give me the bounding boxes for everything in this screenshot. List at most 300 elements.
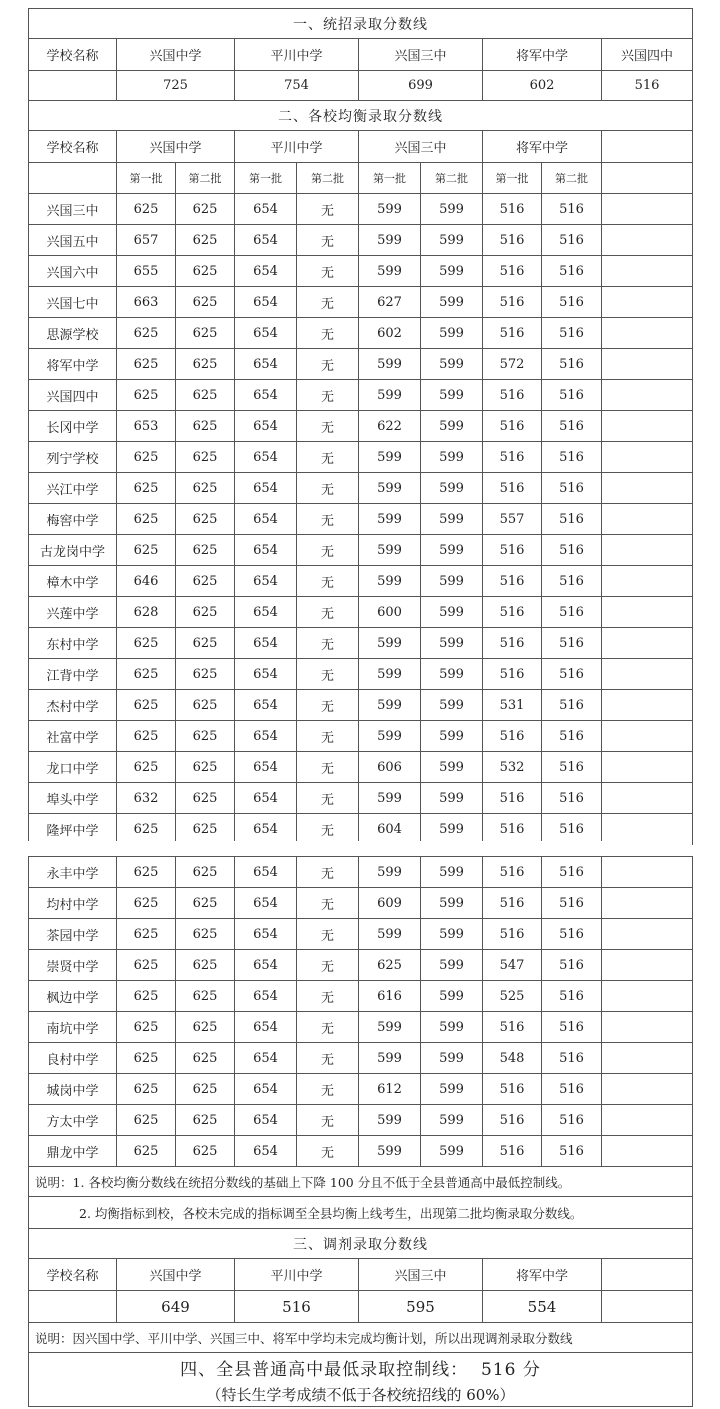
score-cell: 609 [359, 888, 421, 919]
table-row [29, 287, 693, 318]
score-cell: 无 [297, 349, 359, 380]
score-cell: 654 [235, 504, 297, 535]
section1-school: 平川中学 [235, 39, 359, 71]
score-cell: 无 [297, 752, 359, 783]
empty-cell [602, 628, 693, 659]
score-cell: 600 [359, 597, 421, 628]
score-cell: 516 [542, 981, 602, 1012]
score-cell: 625 [176, 659, 235, 690]
score-cell: 516 [483, 318, 542, 349]
score-cell: 516 [542, 566, 602, 597]
school-name-cell: 均村中学 [29, 888, 117, 919]
score-cell: 654 [235, 1105, 297, 1136]
empty-cell [602, 1074, 693, 1105]
score-cell: 516 [483, 1074, 542, 1105]
table-row [29, 442, 693, 473]
score-cell: 516 [483, 659, 542, 690]
score-cell: 516 [542, 380, 602, 411]
score-cell: 无 [297, 1074, 359, 1105]
school-name-cell: 兴国三中 [29, 194, 117, 225]
score-cell: 625 [176, 504, 235, 535]
score-cell: 599 [421, 535, 483, 566]
table-row [29, 628, 693, 659]
score-cell: 625 [117, 318, 176, 349]
section1-title: 一、统招录取分数线 [29, 9, 693, 39]
table-row [29, 349, 693, 380]
school-name-cell: 方太中学 [29, 1105, 117, 1136]
score-cell: 654 [235, 1012, 297, 1043]
score-cell: 无 [297, 287, 359, 318]
score-cell: 599 [421, 814, 483, 845]
score-cell: 无 [297, 950, 359, 981]
score-cell: 无 [297, 814, 359, 845]
score-cell: 599 [359, 504, 421, 535]
table-row [29, 597, 693, 628]
score-cell: 655 [117, 256, 176, 287]
batch-empty [602, 163, 693, 194]
section3-empty [602, 1291, 693, 1323]
score-cell: 599 [421, 752, 483, 783]
score-cell: 625 [176, 597, 235, 628]
score-cell: 625 [117, 1136, 176, 1167]
score-cell: 625 [117, 349, 176, 380]
score-cell: 654 [235, 857, 297, 888]
score-cell: 646 [117, 566, 176, 597]
score-cell: 516 [542, 442, 602, 473]
score-cell: 654 [235, 349, 297, 380]
score-cell: 599 [421, 857, 483, 888]
score-cell: 625 [117, 888, 176, 919]
score-cell: 599 [359, 857, 421, 888]
score-cell: 625 [117, 628, 176, 659]
empty-cell [602, 1105, 693, 1136]
score-cell: 625 [117, 659, 176, 690]
score-cell: 599 [421, 411, 483, 442]
score-cell: 无 [297, 888, 359, 919]
score-cell: 532 [483, 752, 542, 783]
school-name-cell: 江背中学 [29, 659, 117, 690]
school-name-cell: 兴国七中 [29, 287, 117, 318]
score-cell: 599 [421, 888, 483, 919]
section1-label: 学校名称 [29, 39, 117, 71]
score-cell: 628 [117, 597, 176, 628]
score-cell: 625 [117, 690, 176, 721]
score-cell: 625 [176, 287, 235, 318]
school-name-cell: 长冈中学 [29, 411, 117, 442]
score-cell: 516 [483, 442, 542, 473]
empty-cell [602, 411, 693, 442]
school-name-cell: 古龙岗中学 [29, 535, 117, 566]
score-cell: 625 [176, 535, 235, 566]
score-cell: 599 [421, 349, 483, 380]
school-name-cell: 鼎龙中学 [29, 1136, 117, 1167]
school-name-cell: 隆坪中学 [29, 814, 117, 845]
batch-label: 第二批 [297, 163, 359, 194]
score-cell: 654 [235, 380, 297, 411]
score-cell: 599 [421, 194, 483, 225]
score-cell: 599 [421, 950, 483, 981]
table-row [29, 380, 693, 411]
page-gap [28, 841, 692, 856]
batch-empty [29, 163, 117, 194]
score-cell: 516 [483, 535, 542, 566]
score-cell: 599 [359, 1043, 421, 1074]
score-cell: 625 [176, 473, 235, 504]
score-cell: 625 [176, 225, 235, 256]
section4-subtitle: （特长生学考成绩不低于各校统招线的 60%） [206, 1385, 515, 1404]
score-cell: 625 [176, 783, 235, 814]
score-cell: 625 [176, 256, 235, 287]
score-cell: 625 [117, 442, 176, 473]
score-cell: 516 [542, 256, 602, 287]
score-cell: 625 [359, 950, 421, 981]
score-cell: 625 [176, 349, 235, 380]
score-cell: 654 [235, 690, 297, 721]
score-cell: 599 [421, 473, 483, 504]
score-cell: 516 [542, 783, 602, 814]
empty-cell [602, 442, 693, 473]
score-cell: 654 [235, 256, 297, 287]
score-cell: 516 [542, 950, 602, 981]
score-cell: 599 [421, 1074, 483, 1105]
score-cell: 无 [297, 194, 359, 225]
score-cell: 516 [542, 225, 602, 256]
score-cell: 599 [421, 597, 483, 628]
score-cell: 572 [483, 349, 542, 380]
score-cell: 654 [235, 225, 297, 256]
score-cell: 516 [483, 919, 542, 950]
table-row [29, 659, 693, 690]
empty-cell [602, 349, 693, 380]
score-cell: 599 [359, 225, 421, 256]
section1-school: 兴国中学 [117, 39, 235, 71]
score-cell: 516 [483, 783, 542, 814]
section3-empty [602, 1259, 693, 1291]
score-cell: 516 [483, 256, 542, 287]
school-name-cell: 杰村中学 [29, 690, 117, 721]
section1-score: 699 [359, 71, 483, 101]
score-cell: 无 [297, 225, 359, 256]
score-cell: 627 [359, 287, 421, 318]
score-cell: 无 [297, 318, 359, 349]
section2-school: 兴国中学 [117, 131, 235, 163]
table-row [29, 888, 693, 919]
score-cell: 599 [421, 566, 483, 597]
score-cell: 516 [483, 287, 542, 318]
score-cell: 625 [176, 981, 235, 1012]
score-cell: 625 [117, 473, 176, 504]
table-row [29, 566, 693, 597]
section3-label: 学校名称 [29, 1259, 117, 1291]
school-name-cell: 兴莲中学 [29, 597, 117, 628]
empty-cell [602, 318, 693, 349]
score-cell: 无 [297, 1136, 359, 1167]
score-cell: 654 [235, 318, 297, 349]
score-cell: 625 [117, 721, 176, 752]
score-cell: 599 [421, 1105, 483, 1136]
score-cell: 654 [235, 783, 297, 814]
school-name-cell: 樟木中学 [29, 566, 117, 597]
score-cell: 516 [542, 411, 602, 442]
score-cell: 599 [359, 1012, 421, 1043]
score-cell: 516 [542, 1074, 602, 1105]
score-cell: 654 [235, 628, 297, 659]
table-row [29, 225, 693, 256]
section3-score: 516 [235, 1291, 359, 1323]
score-cell: 516 [483, 597, 542, 628]
score-cell: 625 [117, 919, 176, 950]
score-cell: 625 [117, 950, 176, 981]
score-cell: 654 [235, 194, 297, 225]
school-name-cell: 兴江中学 [29, 473, 117, 504]
score-cell: 625 [176, 690, 235, 721]
score-cell: 599 [359, 1136, 421, 1167]
score-cell: 625 [176, 1105, 235, 1136]
score-cell: 625 [176, 888, 235, 919]
score-cell: 516 [483, 566, 542, 597]
score-cell: 无 [297, 411, 359, 442]
score-cell: 625 [176, 1136, 235, 1167]
score-cell: 547 [483, 950, 542, 981]
score-cell: 625 [176, 1043, 235, 1074]
school-name-cell: 将军中学 [29, 349, 117, 380]
batch-label: 第二批 [421, 163, 483, 194]
score-cell: 无 [297, 981, 359, 1012]
score-cell: 625 [176, 950, 235, 981]
score-cell: 无 [297, 628, 359, 659]
score-cell: 516 [542, 473, 602, 504]
score-cell: 无 [297, 919, 359, 950]
score-cell: 599 [421, 504, 483, 535]
score-cell: 625 [176, 411, 235, 442]
section3-school: 平川中学 [235, 1259, 359, 1291]
score-cell: 无 [297, 721, 359, 752]
batch-label: 第一批 [483, 163, 542, 194]
score-cell: 599 [359, 535, 421, 566]
school-name-cell: 列宁学校 [29, 442, 117, 473]
score-cell: 654 [235, 566, 297, 597]
table-row [29, 752, 693, 783]
score-cell: 625 [117, 535, 176, 566]
school-name-cell: 良村中学 [29, 1043, 117, 1074]
empty-cell [602, 919, 693, 950]
score-cell: 654 [235, 888, 297, 919]
empty-cell [602, 752, 693, 783]
score-cell: 625 [176, 628, 235, 659]
school-name-cell: 城岗中学 [29, 1074, 117, 1105]
score-cell: 516 [542, 857, 602, 888]
section3-title: 三、调剂录取分数线 [29, 1229, 693, 1259]
section1-score: 725 [117, 71, 235, 101]
table-row [29, 411, 693, 442]
score-cell: 无 [297, 535, 359, 566]
empty-cell [602, 504, 693, 535]
score-cell: 无 [297, 256, 359, 287]
score-cell: 516 [542, 1012, 602, 1043]
score-cell: 654 [235, 411, 297, 442]
section2-school: 兴国三中 [359, 131, 483, 163]
score-cell: 无 [297, 857, 359, 888]
score-cell: 625 [117, 1105, 176, 1136]
empty-cell [602, 950, 693, 981]
table-row [29, 1105, 693, 1136]
empty-cell [602, 194, 693, 225]
table-row [29, 318, 693, 349]
score-cell: 516 [542, 318, 602, 349]
section3-score: 595 [359, 1291, 483, 1323]
table-row [29, 1136, 693, 1167]
table-row [29, 783, 693, 814]
table-row [29, 919, 693, 950]
score-cell: 625 [176, 814, 235, 845]
score-cell: 599 [421, 287, 483, 318]
section2-empty [602, 131, 693, 163]
score-cell: 599 [359, 194, 421, 225]
score-cell: 625 [176, 318, 235, 349]
score-cell: 无 [297, 473, 359, 504]
section4-title: 四、全县普通高中最低录取控制线： 516 分 [180, 1359, 541, 1380]
score-cell: 654 [235, 981, 297, 1012]
score-cell: 599 [359, 380, 421, 411]
score-cell: 无 [297, 597, 359, 628]
score-cell: 625 [176, 857, 235, 888]
score-cell: 516 [542, 1136, 602, 1167]
empty-cell [602, 1043, 693, 1074]
score-cell: 625 [176, 1012, 235, 1043]
school-name-cell: 南坑中学 [29, 1012, 117, 1043]
score-cell: 548 [483, 1043, 542, 1074]
score-cell: 599 [421, 225, 483, 256]
score-cell: 625 [176, 721, 235, 752]
score-cell: 632 [117, 783, 176, 814]
batch-label: 第二批 [542, 163, 602, 194]
score-cell: 625 [117, 380, 176, 411]
score-cell: 599 [359, 349, 421, 380]
score-cell: 599 [421, 318, 483, 349]
score-cell: 599 [359, 721, 421, 752]
score-cell: 516 [483, 1105, 542, 1136]
score-cell: 无 [297, 1043, 359, 1074]
batch-label: 第一批 [235, 163, 297, 194]
score-cell: 516 [483, 473, 542, 504]
score-cell: 516 [542, 690, 602, 721]
score-cell: 616 [359, 981, 421, 1012]
score-cell: 无 [297, 1105, 359, 1136]
score-cell: 657 [117, 225, 176, 256]
score-cell: 599 [359, 783, 421, 814]
section1-school: 将军中学 [483, 39, 602, 71]
score-cell: 516 [542, 597, 602, 628]
school-name-cell: 枫边中学 [29, 981, 117, 1012]
score-cell: 599 [421, 721, 483, 752]
score-cell: 516 [542, 659, 602, 690]
score-cell: 599 [421, 659, 483, 690]
score-cell: 无 [297, 504, 359, 535]
empty-cell [602, 1136, 693, 1167]
score-cell: 654 [235, 919, 297, 950]
score-cell: 599 [359, 628, 421, 659]
empty-cell [602, 857, 693, 888]
score-cell: 599 [359, 256, 421, 287]
score-cell: 599 [359, 566, 421, 597]
section3-note: 说明：因兴国中学、平川中学、兴国三中、将军中学均未完成均衡计划，所以出现调剂录取分数线 [29, 1323, 693, 1353]
table-row [29, 194, 693, 225]
table-row [29, 814, 693, 845]
table-row [29, 535, 693, 566]
score-cell: 516 [483, 721, 542, 752]
section1-school: 兴国三中 [359, 39, 483, 71]
table-row [29, 504, 693, 535]
score-cell: 516 [483, 380, 542, 411]
score-cell: 无 [297, 566, 359, 597]
score-cell: 516 [542, 1105, 602, 1136]
table-row [29, 1012, 693, 1043]
section1-score: 516 [602, 71, 693, 101]
section3-school: 兴国中学 [117, 1259, 235, 1291]
score-cell: 无 [297, 659, 359, 690]
score-cell: 625 [176, 919, 235, 950]
score-cell: 无 [297, 783, 359, 814]
score-cell: 625 [176, 566, 235, 597]
score-cell: 531 [483, 690, 542, 721]
score-cell: 654 [235, 535, 297, 566]
score-cell: 599 [421, 380, 483, 411]
score-table-part2 [28, 856, 693, 1407]
section3-school: 将军中学 [483, 1259, 602, 1291]
score-cell: 625 [117, 752, 176, 783]
score-cell: 654 [235, 814, 297, 845]
score-cell: 625 [117, 194, 176, 225]
score-cell: 654 [235, 1043, 297, 1074]
score-cell: 654 [235, 473, 297, 504]
school-name-cell: 埠头中学 [29, 783, 117, 814]
score-cell: 516 [542, 349, 602, 380]
score-cell: 599 [421, 256, 483, 287]
score-cell: 516 [483, 814, 542, 845]
empty-cell [602, 814, 693, 845]
table-row [29, 857, 693, 888]
score-cell: 516 [483, 411, 542, 442]
score-cell: 无 [297, 380, 359, 411]
score-cell: 599 [421, 628, 483, 659]
score-cell: 525 [483, 981, 542, 1012]
score-table-part1 [28, 8, 693, 845]
score-cell: 654 [235, 1136, 297, 1167]
score-cell: 599 [421, 1012, 483, 1043]
table-row [29, 690, 693, 721]
score-cell: 599 [421, 690, 483, 721]
empty-cell [602, 535, 693, 566]
batch-label: 第二批 [176, 163, 235, 194]
score-cell: 599 [359, 659, 421, 690]
empty-cell [602, 721, 693, 752]
score-cell: 625 [176, 194, 235, 225]
score-cell: 516 [542, 721, 602, 752]
score-cell: 625 [117, 1074, 176, 1105]
score-cell: 无 [297, 1012, 359, 1043]
score-cell: 599 [421, 783, 483, 814]
score-cell: 516 [542, 919, 602, 950]
empty-cell [602, 380, 693, 411]
score-cell: 557 [483, 504, 542, 535]
empty-cell [602, 1012, 693, 1043]
section2-school: 将军中学 [483, 131, 602, 163]
empty-cell [602, 783, 693, 814]
score-cell: 516 [483, 888, 542, 919]
empty-cell [602, 659, 693, 690]
score-cell: 606 [359, 752, 421, 783]
empty-cell [602, 566, 693, 597]
